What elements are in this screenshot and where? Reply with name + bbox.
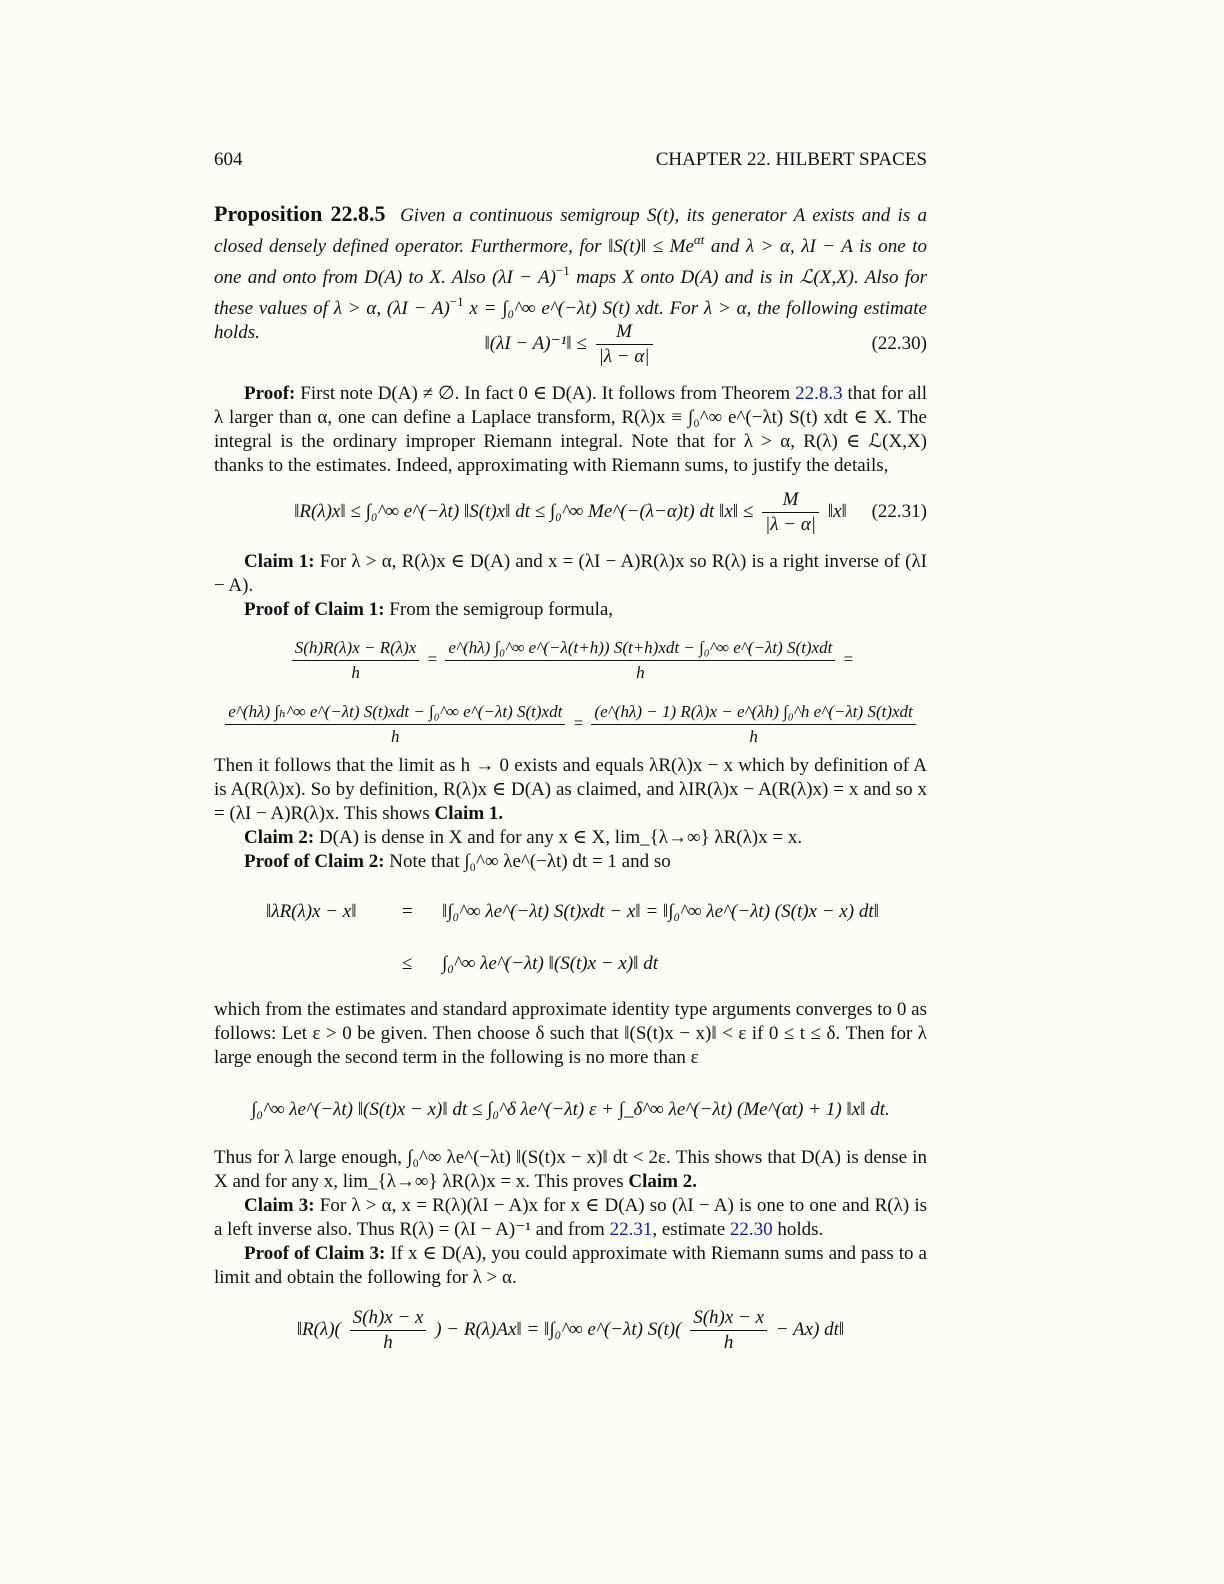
equation-link-22-30[interactable]: 22.30 — [729, 1219, 773, 1240]
proof-claim-3-label: Proof of Claim 3: — [244, 1243, 386, 1264]
final-eq-frac2-den: h — [723, 1332, 734, 1353]
final-eq-frac1-den: h — [383, 1332, 393, 1353]
claim-1-conclusion-text: Then it follows that the limit as h → 0 exists and equals λR(λ)x − x which by definition of A is A(R(λ)x). So by definition, R(λ)x ∈ D(A) as claimed, and λIR(λ)x − A(R(λ)x) = x and so x = (λI − A)R(λ)x. This shows — [214, 755, 927, 824]
claim-3-label: Claim 3: — [244, 1195, 315, 1216]
claim-2-row2-op: ≤ — [402, 953, 413, 974]
claim-2-text: D(A) is dense in X and for any x ∈ X, lim_{λ→∞} λR(λ)x = x. — [314, 827, 803, 848]
equals-sign: = — [427, 649, 438, 669]
equals-sign: = — [573, 713, 584, 733]
eq-22-31-den: |λ − α| — [765, 514, 817, 535]
proof-claim-3-text: If x ∈ D(A), you could approximate with Riemann sums and pass to a limit and obtain the following for λ > α. — [214, 1243, 927, 1288]
semigroup-row1-rhs-den: h — [636, 663, 645, 682]
semigroup-row2-lhs — [225, 700, 565, 749]
theorem-link-22-8-3[interactable]: 22.8.3 — [795, 383, 843, 404]
proof-of-claim-2 — [214, 850, 927, 874]
chapter-title: CHAPTER 22. HILBERT SPACES — [655, 149, 927, 170]
approximate-identity-paragraph — [214, 998, 927, 1070]
semigroup-equation-row-2 — [214, 700, 927, 749]
epsilon-estimate-text: ∫₀^∞ λe^(−λt) ‖(S(t)x − x)‖ dt ≤ ∫₀^δ λe^(−λt) ε + ∫_δ^∞ λe^(−λt) (Me^(αt) + 1) ‖x‖ dt. — [251, 1099, 890, 1120]
eq-22-30-lhs: ‖(λI − A)⁻¹‖ ≤ — [484, 332, 587, 354]
claim-2-row1-lhs: ‖λR(λ)x − x‖ — [266, 901, 357, 922]
claim-2 — [214, 826, 927, 850]
claim-2-row2-rhs: ∫₀^∞ λe^(−λt) ‖(S(t)x − x)‖ dt — [442, 953, 659, 974]
semigroup-equation-row-1 — [214, 636, 927, 685]
semigroup-row2-rhs-num: (e^(hλ) − 1) R(λ)x − e^(λh) ∫₀^h e^(−λt) S(t)xdt — [591, 700, 915, 725]
eq-22-30-den: |λ − α| — [598, 346, 650, 367]
proposition-label: Proposition 22.8.5 — [214, 201, 386, 226]
proof-claim-1-label: Proof of Claim 1: — [244, 599, 385, 620]
final-eq-lhs-b: ) − R(λ)Ax‖ = ‖∫₀^∞ e^(−λt) S(t)( — [435, 1318, 682, 1340]
claim-2-conclusion — [214, 1146, 927, 1194]
claim-1-text: For λ > α, R(λ)x ∈ D(A) and x = (λI − A)R(λ)x so R(λ) is a right inverse of (λI − A). — [214, 551, 927, 596]
proposition-sup-3: −1 — [449, 294, 464, 309]
approximate-identity-text: which from the estimates and standard approximate identity type arguments converges to 0 as follows: Let ε > 0 be given. Then choose δ such that ‖(S(t)x − x)‖ < ε if 0 ≤ t ≤ δ. Then for λ large enough the second term in the following is no more than ε — [214, 999, 927, 1068]
claim-2-row1-rhs: ‖∫₀^∞ λe^(−λt) S(t)xdt − x‖ = ‖∫₀^∞ λe^(−λt) (S(t)x − x) dt‖ — [442, 901, 879, 922]
equation-22-30 — [214, 320, 927, 369]
claim-1-conclusion-bold: Claim 1. — [434, 803, 504, 824]
claim-2-conclusion-bold: Claim 2. — [628, 1171, 697, 1192]
claim-3-text-b: , estimate — [652, 1219, 730, 1240]
final-equation — [214, 1306, 927, 1355]
claim-3 — [214, 1194, 927, 1242]
proposition-text-4: x = ∫₀^∞ e^(−λt) S(t) xdt. For λ > α, the following estimate holds. — [214, 298, 927, 343]
equals-sign: = — [843, 649, 854, 669]
running-head — [214, 148, 927, 172]
equation-number-22-30: (22.30) — [871, 333, 927, 354]
claim-2-row1-op: = — [402, 901, 413, 922]
proof-paragraph — [214, 382, 927, 478]
proposition-text-1: Given a continuous semigroup S(t), its generator A exists and is a closed densely defined operator. Furthermore, for ‖S(t)‖ ≤ Me — [214, 205, 928, 257]
eq-22-30-fraction — [596, 320, 653, 369]
eq-22-31-tail: ‖x‖ — [827, 500, 847, 522]
claim-2-label: Claim 2: — [244, 827, 315, 848]
epsilon-estimate-equation — [214, 1098, 927, 1122]
eq-22-31-fraction — [762, 488, 819, 537]
final-eq-frac1-num: S(h)x − x — [350, 1306, 427, 1331]
eq-22-30-num: M — [596, 320, 653, 345]
semigroup-row2-lhs-num: e^(hλ) ∫ₕ^∞ e^(−λt) S(t)xdt − ∫₀^∞ e^(−λt) S(t)xdt — [225, 700, 565, 725]
proof-claim-2-label: Proof of Claim 2: — [244, 851, 385, 872]
proof-claim-2-text: Note that ∫₀^∞ λe^(−λt) dt = 1 and so — [384, 851, 671, 872]
semigroup-row2-rhs-den: h — [749, 727, 758, 746]
equation-number-22-31: (22.31) — [871, 501, 927, 522]
semigroup-row1-rhs — [445, 636, 835, 685]
final-eq-rhs-b: − Ax) dt‖ — [775, 1318, 845, 1340]
claim-1 — [214, 550, 927, 598]
semigroup-row1-rhs-num: e^(hλ) ∫₀^∞ e^(−λ(t+h)) S(t+h)xdt − ∫₀^∞ e^(−λt) S(t)xdt — [445, 636, 835, 661]
eq-22-31-lhs: ‖R(λ)x‖ ≤ ∫₀^∞ e^(−λt) ‖S(t)x‖ dt ≤ ∫₀^∞ Me^(−(λ−α)t) dt ‖x‖ ≤ — [294, 500, 754, 522]
proof-of-claim-1 — [214, 598, 927, 622]
proof-of-claim-3 — [214, 1242, 927, 1290]
claim-2-aligned-equations — [214, 900, 927, 990]
claim-3-text-a: For λ > α, x = R(λ)(λI − A)x for x ∈ D(A) so (λI − A) is one to one and R(λ) is a left inverse also. Thus R(λ) = (λI − A)⁻¹ and from — [214, 1195, 928, 1240]
semigroup-row2-rhs — [591, 700, 915, 749]
semigroup-row1-lhs-den: h — [351, 663, 360, 682]
claim-2-conclusion-text: Thus for λ large enough, ∫₀^∞ λe^(−λt) ‖(S(t)x − x)‖ dt < 2ε. This shows that D(A) is dense in X and for any x, lim_{λ→∞} λR(λ)x = x. This proves — [214, 1147, 927, 1192]
proof-text-a: First note D(A) ≠ ∅. In fact 0 ∈ D(A). It follows from Theorem — [295, 383, 796, 404]
final-eq-fraction-1 — [350, 1306, 427, 1355]
semigroup-row1-lhs — [292, 636, 420, 685]
proposition-text-3: maps X onto D(A) and is in ℒ(X,X). Also for these values of λ > α, (λI − A) — [214, 267, 927, 319]
proof-claim-1-text: From the semigroup formula, — [384, 599, 614, 620]
proof-label: Proof: — [244, 383, 296, 404]
proposition-sup-1: αt — [693, 232, 705, 247]
equation-link-22-31[interactable]: 22.31 — [609, 1219, 653, 1240]
claim-1-label: Claim 1: — [244, 551, 315, 572]
page-number: 604 — [214, 149, 243, 170]
proof-text-b: that for all λ larger than α, one can define a Laplace transform, R(λ)x ≡ ∫₀^∞ e^(−λt) S(t) xdt ∈ X. The integral is the ordinary improper Riemann integral. Note that for λ > α, R(λ) ∈ ℒ(X,X) thanks to the estimates. Indeed, approximating with Riemann sums, to justify the details, — [214, 383, 928, 476]
eq-22-31-num: M — [762, 488, 819, 513]
final-eq-fraction-2 — [690, 1306, 767, 1355]
semigroup-row2-lhs-den: h — [391, 727, 400, 746]
proposition-sup-2: −1 — [555, 263, 570, 278]
proposition-text-2: and λ > α, λI − A is one to one and onto from D(A) to X. Also (λI − A) — [214, 236, 927, 288]
final-eq-frac2-num: S(h)x − x — [690, 1306, 767, 1331]
final-eq-lhs-a: ‖R(λ)( — [296, 1318, 341, 1340]
claim-3-text-c: holds. — [772, 1219, 824, 1240]
semigroup-row1-lhs-num: S(h)R(λ)x − R(λ)x — [292, 636, 420, 661]
equation-22-31 — [214, 488, 927, 537]
claim-1-conclusion — [214, 754, 927, 826]
